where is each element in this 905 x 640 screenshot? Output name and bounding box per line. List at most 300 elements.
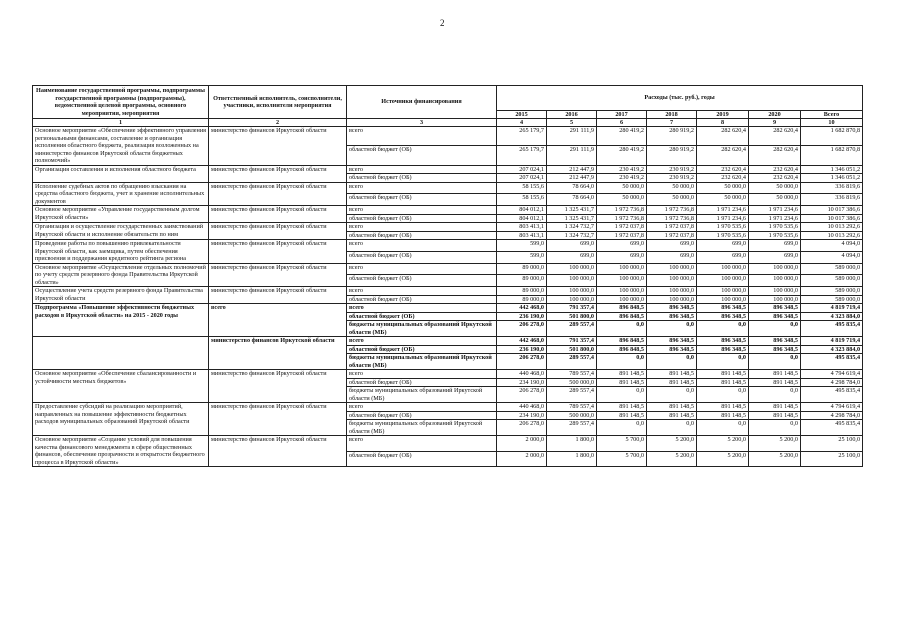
amount-cell: 1 972 037,8 (647, 223, 697, 232)
amount-cell: 291 111,9 (547, 146, 597, 165)
funding-source-cell: областной бюджет (ОБ) (347, 312, 497, 321)
amount-cell: 1 325 431,7 (547, 214, 597, 223)
amount-cell: 50 000,0 (597, 194, 647, 206)
amount-cell: 699,0 (647, 251, 697, 263)
executor-cell: министерство финансов Иркутской области (209, 127, 347, 166)
amount-cell: 100 000,0 (597, 275, 647, 287)
amount-cell: 1 800,0 (547, 451, 597, 467)
amount-cell: 206 278,0 (497, 387, 547, 403)
amount-cell: 4 323 884,0 (801, 312, 863, 321)
amount-cell: 495 835,4 (801, 321, 863, 337)
amount-cell: 891 148,5 (749, 403, 801, 412)
amount-cell: 232 620,4 (749, 165, 801, 174)
funding-source-cell: областной бюджет (ОБ) (347, 174, 497, 183)
amount-cell: 891 148,5 (597, 411, 647, 420)
table-row (33, 240, 863, 252)
amount-cell: 50 000,0 (647, 182, 697, 194)
amount-cell: 891 148,5 (697, 378, 749, 387)
header-year: 2016 (547, 111, 597, 119)
amount-cell: 282 620,4 (749, 127, 801, 146)
amount-cell: 1 972 037,8 (647, 231, 697, 240)
amount-cell: 789 557,4 (547, 370, 597, 379)
amount-cell: 896 348,5 (647, 312, 697, 321)
amount-cell: 699,0 (749, 240, 801, 252)
header-year: 2019 (697, 111, 749, 119)
amount-cell: 280 919,2 (647, 146, 697, 165)
amount-cell: 50 000,0 (749, 194, 801, 206)
amount-cell: 282 620,4 (697, 146, 749, 165)
amount-cell: 234 190,0 (497, 378, 547, 387)
amount-cell: 100 000,0 (697, 275, 749, 287)
amount-cell: 699,0 (547, 240, 597, 252)
amount-cell: 10 017 386,6 (801, 206, 863, 215)
amount-cell: 1 970 535,6 (697, 231, 749, 240)
activity-name-cell: Подпрограмма «Повышение эффективности бюджетных расходов в Иркутской области» на 2015 - 2020 годы (33, 304, 209, 337)
amount-cell: 896 848,5 (597, 304, 647, 313)
header-column-numbers (33, 119, 863, 127)
amount-cell: 803 413,1 (497, 223, 547, 232)
amount-cell: 1 324 732,7 (547, 231, 597, 240)
amount-cell: 891 148,5 (749, 411, 801, 420)
amount-cell: 289 557,4 (547, 420, 597, 436)
amount-cell: 4 794 619,4 (801, 370, 863, 379)
amount-cell: 891 148,5 (749, 370, 801, 379)
amount-cell: 265 179,7 (497, 146, 547, 165)
amount-cell: 232 620,4 (749, 174, 801, 183)
header-year: Всего (801, 111, 863, 119)
amount-cell: 4 323 884,0 (801, 345, 863, 354)
amount-cell: 206 278,0 (497, 321, 547, 337)
amount-cell: 699,0 (749, 251, 801, 263)
amount-cell: 0,0 (697, 321, 749, 337)
amount-cell: 0,0 (597, 354, 647, 370)
header-column-number: 7 (647, 119, 697, 127)
table-row (33, 436, 863, 452)
amount-cell: 100 000,0 (547, 263, 597, 275)
amount-cell: 804 012,1 (497, 214, 547, 223)
amount-cell: 289 557,4 (547, 354, 597, 370)
amount-cell: 230 419,2 (597, 165, 647, 174)
amount-cell: 230 919,2 (647, 165, 697, 174)
amount-cell: 280 919,2 (647, 127, 697, 146)
amount-cell: 791 357,4 (547, 304, 597, 313)
amount-cell: 1 325 431,7 (547, 206, 597, 215)
amount-cell: 891 148,5 (749, 378, 801, 387)
amount-cell: 699,0 (547, 251, 597, 263)
amount-cell: 100 000,0 (647, 295, 697, 304)
amount-cell: 50 000,0 (697, 182, 749, 194)
executor-cell: министерство финансов Иркутской области (209, 403, 347, 436)
amount-cell: 896 348,5 (749, 337, 801, 346)
amount-cell: 891 148,5 (647, 378, 697, 387)
amount-cell: 234 190,0 (497, 411, 547, 420)
amount-cell: 100 000,0 (749, 287, 801, 296)
amount-cell: 232 620,4 (697, 174, 749, 183)
amount-cell: 100 000,0 (597, 295, 647, 304)
executor-cell: всего (209, 304, 347, 337)
amount-cell: 78 664,0 (547, 194, 597, 206)
funding-source-cell: всего (347, 240, 497, 252)
table-row (33, 263, 863, 275)
amount-cell: 4 298 784,0 (801, 411, 863, 420)
amount-cell: 10 017 386,6 (801, 214, 863, 223)
amount-cell: 1 324 732,7 (547, 223, 597, 232)
amount-cell: 891 148,5 (697, 370, 749, 379)
amount-cell: 891 148,5 (597, 370, 647, 379)
amount-cell: 206 278,0 (497, 354, 547, 370)
amount-cell: 500 000,0 (547, 378, 597, 387)
funding-source-cell: бюджеты муниципальных образований Иркутской области (МБ) (347, 321, 497, 337)
amount-cell: 896 348,5 (647, 304, 697, 313)
activity-name-cell: Основное мероприятие «Обеспечение сбалансированности и устойчивости местных бюджетов» (33, 370, 209, 403)
amount-cell: 789 557,4 (547, 403, 597, 412)
table-row (33, 206, 863, 215)
executor-cell: министерство финансов Иркутской области (209, 223, 347, 240)
amount-cell: 1 971 234,6 (749, 206, 801, 215)
amount-cell: 5 200,0 (647, 451, 697, 467)
amount-cell: 896 348,5 (749, 304, 801, 313)
amount-cell: 100 000,0 (597, 287, 647, 296)
table-row (33, 165, 863, 174)
amount-cell: 599,0 (497, 240, 547, 252)
header-column-number: 4 (497, 119, 547, 127)
funding-source-cell: областной бюджет (ОБ) (347, 451, 497, 467)
amount-cell: 5 700,0 (597, 436, 647, 452)
amount-cell: 291 111,9 (547, 127, 597, 146)
funding-source-cell: областной бюджет (ОБ) (347, 194, 497, 206)
amount-cell: 1 971 234,6 (697, 214, 749, 223)
amount-cell: 1 972 736,8 (647, 214, 697, 223)
header-column-number: 10 (801, 119, 863, 127)
amount-cell: 212 447,9 (547, 165, 597, 174)
header-column-number: 3 (347, 119, 497, 127)
header-expenses: Расходы (тыс. руб.), годы (497, 86, 863, 111)
funding-source-cell: всего (347, 287, 497, 296)
amount-cell: 78 664,0 (547, 182, 597, 194)
amount-cell: 100 000,0 (647, 287, 697, 296)
header-year: 2018 (647, 111, 697, 119)
table-row (33, 370, 863, 379)
amount-cell: 100 000,0 (547, 275, 597, 287)
amount-cell: 896 848,5 (597, 312, 647, 321)
amount-cell: 265 179,7 (497, 127, 547, 146)
amount-cell: 500 000,0 (547, 411, 597, 420)
amount-cell: 1 972 736,8 (647, 206, 697, 215)
funding-source-cell: областной бюджет (ОБ) (347, 345, 497, 354)
funding-source-cell: всего (347, 337, 497, 346)
table-row (33, 287, 863, 296)
amount-cell: 280 419,2 (597, 127, 647, 146)
amount-cell: 50 000,0 (749, 182, 801, 194)
amount-cell: 1 971 234,6 (697, 206, 749, 215)
amount-cell: 589 000,0 (801, 287, 863, 296)
funding-source-cell: областной бюджет (ОБ) (347, 231, 497, 240)
header-column-number: 9 (749, 119, 801, 127)
amount-cell: 791 357,4 (547, 337, 597, 346)
table-row (33, 304, 863, 313)
amount-cell: 100 000,0 (547, 295, 597, 304)
header-column-number: 5 (547, 119, 597, 127)
amount-cell: 89 000,0 (497, 275, 547, 287)
executor-cell: министерство финансов Иркутской области (209, 436, 347, 467)
activity-name-cell: Основное мероприятие «Обеспечение эффективного управления региональными финансами, составление и организация исполнения областного бюджета, реализация возложенных на министерство финансов Иркутской области бюджетных полномочий» (33, 127, 209, 166)
amount-cell: 589 000,0 (801, 295, 863, 304)
amount-cell: 599,0 (497, 251, 547, 263)
amount-cell: 1 346 051,2 (801, 165, 863, 174)
table-row (33, 223, 863, 232)
amount-cell: 50 000,0 (597, 182, 647, 194)
activity-name-cell: Основное мероприятие «Управление государственным долгом Иркутской области» (33, 206, 209, 223)
amount-cell: 5 200,0 (647, 436, 697, 452)
table-row (33, 337, 863, 346)
amount-cell: 25 100,0 (801, 451, 863, 467)
amount-cell: 0,0 (749, 420, 801, 436)
amount-cell: 5 200,0 (749, 436, 801, 452)
executor-cell: министерство финансов Иркутской области (209, 370, 347, 403)
header-executor: Ответственный исполнитель, соисполнители, участники, исполнители мероприятия (209, 86, 347, 119)
amount-cell: 1 970 535,6 (697, 223, 749, 232)
amount-cell: 2 000,0 (497, 451, 547, 467)
funding-source-cell: областной бюджет (ОБ) (347, 214, 497, 223)
activity-name-cell: Основное мероприятие «Осуществление отдельных полномочий по учету средств резервного фонда Правительства Иркутской области» (33, 263, 209, 287)
funding-source-cell: всего (347, 206, 497, 215)
activity-name-cell: Осуществление учета средств резервного фонда Правительства Иркутской области (33, 287, 209, 304)
funding-source-cell: областной бюджет (ОБ) (347, 378, 497, 387)
amount-cell: 1 970 535,6 (749, 231, 801, 240)
amount-cell: 232 620,4 (697, 165, 749, 174)
amount-cell: 896 848,5 (597, 337, 647, 346)
amount-cell: 896 348,5 (697, 312, 749, 321)
executor-cell: министерство финансов Иркутской области (209, 182, 347, 206)
amount-cell: 699,0 (647, 240, 697, 252)
amount-cell: 589 000,0 (801, 275, 863, 287)
amount-cell: 0,0 (697, 354, 749, 370)
amount-cell: 100 000,0 (749, 275, 801, 287)
amount-cell: 699,0 (597, 240, 647, 252)
amount-cell: 4 819 719,4 (801, 337, 863, 346)
amount-cell: 0,0 (697, 420, 749, 436)
amount-cell: 589 000,0 (801, 263, 863, 275)
activity-name-cell: Основное мероприятие «Создание условий для повышения качества финансового менеджмента в сфере общественных финансов, обеспечение прозрачности и открытости бюджетного процесса в Иркутской области» (33, 436, 209, 467)
amount-cell: 1 682 870,8 (801, 127, 863, 146)
table-row (33, 403, 863, 412)
amount-cell: 1 972 736,8 (597, 206, 647, 215)
funding-source-cell: бюджеты муниципальных образований Иркутской области (МБ) (347, 354, 497, 370)
funding-source-cell: всего (347, 182, 497, 194)
amount-cell: 0,0 (647, 321, 697, 337)
amount-cell: 1 800,0 (547, 436, 597, 452)
header-name: Наименование государственной программы, подпрограммы государственной программы (подпрограммы), ведомственной целевой программы, основного мероприятия, мероприятия (33, 86, 209, 119)
amount-cell: 803 413,1 (497, 231, 547, 240)
activity-name-cell: Проведение работы по повышению привлекательности Иркутской области, как заемщика, путем обеспечения присвоения и поддержания кредитного рейтинга региона (33, 240, 209, 264)
amount-cell: 4 094,0 (801, 240, 863, 252)
amount-cell: 4 094,0 (801, 251, 863, 263)
amount-cell: 10 013 292,6 (801, 231, 863, 240)
amount-cell: 896 348,5 (749, 345, 801, 354)
amount-cell: 100 000,0 (749, 263, 801, 275)
amount-cell: 5 700,0 (597, 451, 647, 467)
amount-cell: 236 190,0 (497, 312, 547, 321)
amount-cell: 0,0 (597, 420, 647, 436)
activity-name-cell: Организация составления и исполнения областного бюджета (33, 165, 209, 182)
amount-cell: 2 000,0 (497, 436, 547, 452)
amount-cell: 891 148,5 (647, 403, 697, 412)
funding-source-cell: бюджеты муниципальных образований Иркутской области (МБ) (347, 387, 497, 403)
table-body (33, 127, 863, 467)
amount-cell: 1 972 037,8 (597, 223, 647, 232)
amount-cell: 100 000,0 (697, 295, 749, 304)
amount-cell: 891 148,5 (647, 370, 697, 379)
header-year: 2015 (497, 111, 547, 119)
amount-cell: 896 348,5 (697, 304, 749, 313)
amount-cell: 442 468,0 (497, 304, 547, 313)
amount-cell: 891 148,5 (647, 411, 697, 420)
amount-cell: 891 148,5 (697, 403, 749, 412)
amount-cell: 0,0 (697, 387, 749, 403)
table-row (33, 182, 863, 194)
funding-source-cell: областной бюджет (ОБ) (347, 411, 497, 420)
budget-table (32, 85, 863, 467)
amount-cell: 1 972 736,8 (597, 214, 647, 223)
amount-cell: 236 190,0 (497, 345, 547, 354)
funding-source-cell: областной бюджет (ОБ) (347, 295, 497, 304)
amount-cell: 804 012,1 (497, 206, 547, 215)
amount-cell: 336 819,6 (801, 182, 863, 194)
funding-source-cell: всего (347, 436, 497, 452)
funding-source-cell: всего (347, 304, 497, 313)
amount-cell: 280 419,2 (597, 146, 647, 165)
amount-cell: 891 148,5 (697, 411, 749, 420)
header-year: 2017 (597, 111, 647, 119)
amount-cell: 0,0 (647, 387, 697, 403)
amount-cell: 440 468,0 (497, 370, 547, 379)
executor-cell: министерство финансов Иркутской области (209, 287, 347, 304)
amount-cell: 282 620,4 (749, 146, 801, 165)
amount-cell: 896 848,5 (597, 345, 647, 354)
activity-name-cell: Организация и осуществление государственных заимствований Иркутской области и исполнение обязательств по ним (33, 223, 209, 240)
executor-cell: министерство финансов Иркутской области (209, 263, 347, 287)
amount-cell: 289 557,4 (547, 387, 597, 403)
funding-source-cell: всего (347, 403, 497, 412)
funding-source-cell: бюджеты муниципальных образований Иркутской области (МБ) (347, 420, 497, 436)
executor-cell: министерство финансов Иркутской области (209, 337, 347, 370)
amount-cell: 100 000,0 (697, 287, 749, 296)
amount-cell: 336 819,6 (801, 194, 863, 206)
amount-cell: 4 298 784,0 (801, 378, 863, 387)
activity-name-cell: Исполнение судебных актов по обращению взыскания на средства областного бюджета, учет и хранение исполнительных документов (33, 182, 209, 206)
amount-cell: 0,0 (749, 321, 801, 337)
amount-cell: 891 148,5 (597, 378, 647, 387)
amount-cell: 212 447,9 (547, 174, 597, 183)
header-column-number: 6 (597, 119, 647, 127)
amount-cell: 100 000,0 (697, 263, 749, 275)
amount-cell: 50 000,0 (647, 194, 697, 206)
amount-cell: 1 346 051,2 (801, 174, 863, 183)
header-column-number: 1 (33, 119, 209, 127)
amount-cell: 495 835,4 (801, 354, 863, 370)
amount-cell: 100 000,0 (647, 275, 697, 287)
activity-name-cell (33, 337, 209, 370)
amount-cell: 1 971 234,6 (749, 214, 801, 223)
amount-cell: 495 835,4 (801, 387, 863, 403)
executor-cell: министерство финансов Иркутской области (209, 206, 347, 223)
amount-cell: 0,0 (597, 321, 647, 337)
header-column-number: 2 (209, 119, 347, 127)
amount-cell: 896 348,5 (749, 312, 801, 321)
table-row (33, 127, 863, 146)
amount-cell: 699,0 (597, 251, 647, 263)
amount-cell: 89 000,0 (497, 295, 547, 304)
amount-cell: 5 200,0 (697, 436, 749, 452)
amount-cell: 699,0 (697, 251, 749, 263)
amount-cell: 89 000,0 (497, 263, 547, 275)
funding-source-cell: всего (347, 223, 497, 232)
amount-cell: 896 348,5 (697, 337, 749, 346)
amount-cell: 1 970 535,6 (749, 223, 801, 232)
amount-cell: 100 000,0 (749, 295, 801, 304)
header-column-number: 8 (697, 119, 749, 127)
amount-cell: 207 024,1 (497, 165, 547, 174)
page-number: 2 (440, 18, 445, 28)
funding-source-cell: областной бюджет (ОБ) (347, 275, 497, 287)
amount-cell: 1 682 870,8 (801, 146, 863, 165)
amount-cell: 230 919,2 (647, 174, 697, 183)
amount-cell: 1 972 037,8 (597, 231, 647, 240)
amount-cell: 896 348,5 (697, 345, 749, 354)
table-header (33, 86, 863, 127)
amount-cell: 282 620,4 (697, 127, 749, 146)
amount-cell: 207 024,1 (497, 174, 547, 183)
amount-cell: 230 419,2 (597, 174, 647, 183)
funding-source-cell: областной бюджет (ОБ) (347, 251, 497, 263)
amount-cell: 100 000,0 (547, 287, 597, 296)
amount-cell: 10 013 292,6 (801, 223, 863, 232)
amount-cell: 0,0 (749, 387, 801, 403)
amount-cell: 0,0 (647, 354, 697, 370)
amount-cell: 495 835,4 (801, 420, 863, 436)
amount-cell: 50 000,0 (697, 194, 749, 206)
amount-cell: 206 278,0 (497, 420, 547, 436)
amount-cell: 699,0 (697, 240, 749, 252)
amount-cell: 5 200,0 (749, 451, 801, 467)
amount-cell: 100 000,0 (647, 263, 697, 275)
amount-cell: 25 100,0 (801, 436, 863, 452)
amount-cell: 891 148,5 (597, 403, 647, 412)
activity-name-cell: Предоставление субсидий на реализацию мероприятий, направленных на повышение эффективности бюджетных расходов муниципальных образований Иркутской области (33, 403, 209, 436)
funding-source-cell: областной бюджет (ОБ) (347, 146, 497, 165)
amount-cell: 896 348,5 (647, 345, 697, 354)
amount-cell: 289 557,4 (547, 321, 597, 337)
amount-cell: 0,0 (749, 354, 801, 370)
amount-cell: 58 155,6 (497, 182, 547, 194)
amount-cell: 4 819 719,4 (801, 304, 863, 313)
amount-cell: 440 468,0 (497, 403, 547, 412)
executor-cell: министерство финансов Иркутской области (209, 165, 347, 182)
header-year: 2020 (749, 111, 801, 119)
funding-source-cell: всего (347, 370, 497, 379)
amount-cell: 0,0 (647, 420, 697, 436)
funding-source-cell: всего (347, 127, 497, 146)
amount-cell: 4 794 619,4 (801, 403, 863, 412)
amount-cell: 501 800,0 (547, 345, 597, 354)
amount-cell: 89 000,0 (497, 287, 547, 296)
funding-source-cell: всего (347, 165, 497, 174)
executor-cell: министерство финансов Иркутской области (209, 240, 347, 264)
amount-cell: 0,0 (597, 387, 647, 403)
header-source: Источники финансирования (347, 86, 497, 119)
amount-cell: 58 155,6 (497, 194, 547, 206)
amount-cell: 5 200,0 (697, 451, 749, 467)
